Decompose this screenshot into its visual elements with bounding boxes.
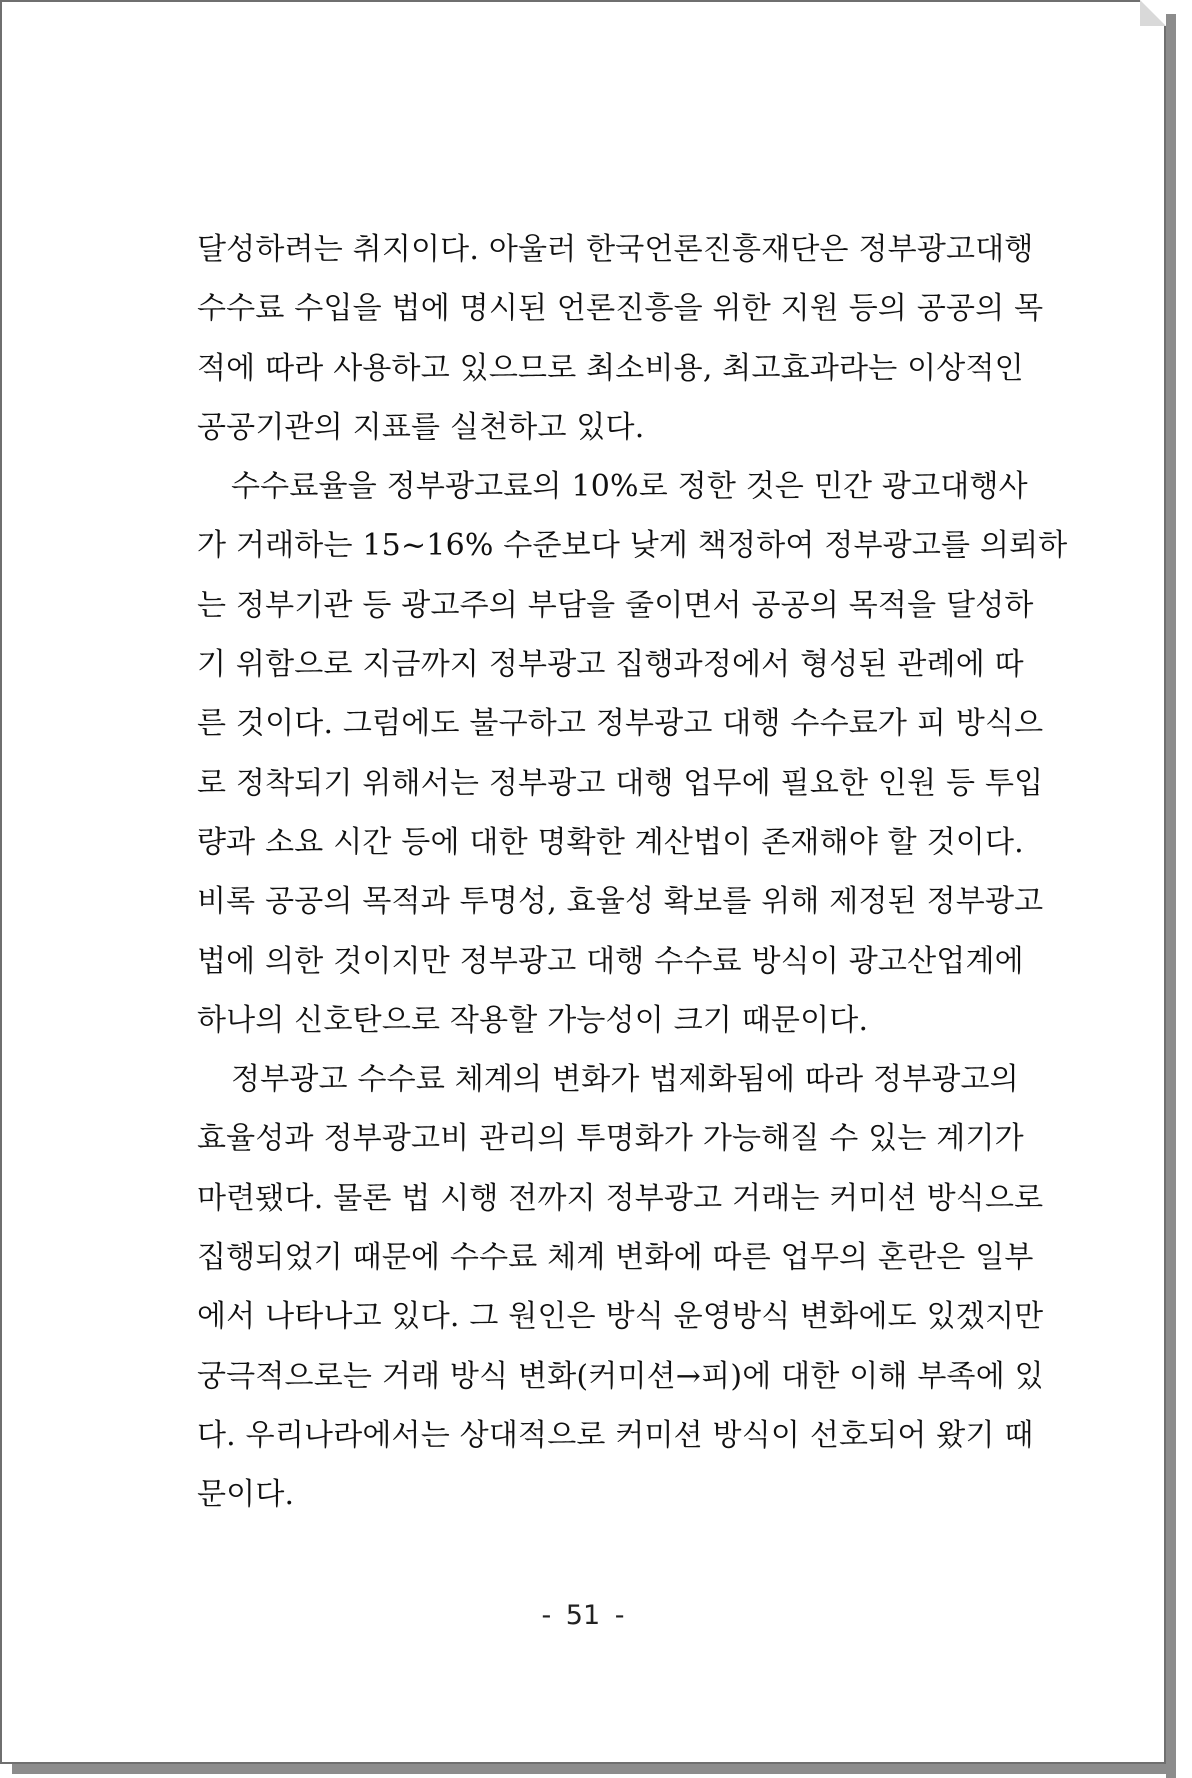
page-folded-corner xyxy=(1140,0,1166,26)
text-line: 기 위함으로 지금까지 정부광고 집행과정에서 형성된 관례에 따 xyxy=(197,647,1024,683)
page-shadow-right xyxy=(1166,14,1176,1778)
text-line: 달성하려는 취지이다. 아울러 한국언론진흥재단은 정부광고대행 xyxy=(197,232,1034,267)
text-line: 문이다. xyxy=(197,1477,295,1513)
text-line: 하나의 신호탄으로 작용할 가능성이 크기 때문이다. xyxy=(197,1002,869,1038)
text-line: 다. 우리나라에서는 상대적으로 커미션 방식이 선호되어 왔기 때 xyxy=(197,1417,1034,1453)
body-text xyxy=(197,220,1068,1525)
text-line: 정부광고 수수료 체계의 변화가 법제화됨에 따라 정부광고의 xyxy=(231,1062,1019,1098)
text-line: 가 거래하는 15~16% 수준보다 낮게 책정하여 정부광고를 의뢰하 xyxy=(197,528,1068,564)
text-line: 공공기관의 지표를 실천하고 있다. xyxy=(197,409,645,445)
paragraph xyxy=(197,1050,1044,1524)
text-line: 량과 소요 시간 등에 대한 명확한 계산법이 존재해야 할 것이다. xyxy=(197,824,1024,860)
text-line: 효율성과 정부광고비 관리의 투명화가 가능해질 수 있는 계기가 xyxy=(197,1121,1024,1157)
text-line: 집행되었기 때문에 수수료 체계 변화에 따른 업무의 혼란은 일부 xyxy=(197,1240,1034,1276)
text-line: 궁극적으로는 거래 방식 변화(커미션→피)에 대한 이해 부족에 있 xyxy=(197,1358,1044,1394)
text-line: 는 정부기관 등 광고주의 부담을 줄이면서 공공의 목적을 달성하 xyxy=(197,587,1034,623)
text-line: 수수료율을 정부광고료의 10%로 정한 것은 민간 광고대행사 xyxy=(231,469,1028,505)
page-shadow-bottom xyxy=(12,1764,1176,1774)
paragraph xyxy=(197,220,1044,457)
text-line: 비록 공공의 목적과 투명성, 효율성 확보를 위해 제정된 정부광고 xyxy=(197,884,1044,920)
text-line: 에서 나타나고 있다. 그 원인은 방식 운영방식 변화에도 있겠지만 xyxy=(197,1299,1044,1335)
text-line: 수수료 수입을 법에 명시된 언론진흥을 위한 지원 등의 공공의 목 xyxy=(197,291,1044,327)
text-line: 법에 의한 것이지만 정부광고 대행 수수료 방식이 광고산업계에 xyxy=(197,943,1024,979)
text-line: 적에 따라 사용하고 있으므로 최소비용, 최고효과라는 이상적인 xyxy=(197,350,1024,386)
page-number: - 51 - xyxy=(541,1600,625,1631)
text-line: 마련됐다. 물론 법 시행 전까지 정부광고 거래는 커미션 방식으로 xyxy=(197,1180,1044,1216)
text-line: 로 정착되기 위해서는 정부광고 대행 업무에 필요한 인원 등 투입 xyxy=(197,765,1044,801)
paragraph xyxy=(197,457,1068,1050)
text-line: 른 것이다. 그럼에도 불구하고 정부광고 대행 수수료가 피 방식으 xyxy=(197,706,1044,742)
